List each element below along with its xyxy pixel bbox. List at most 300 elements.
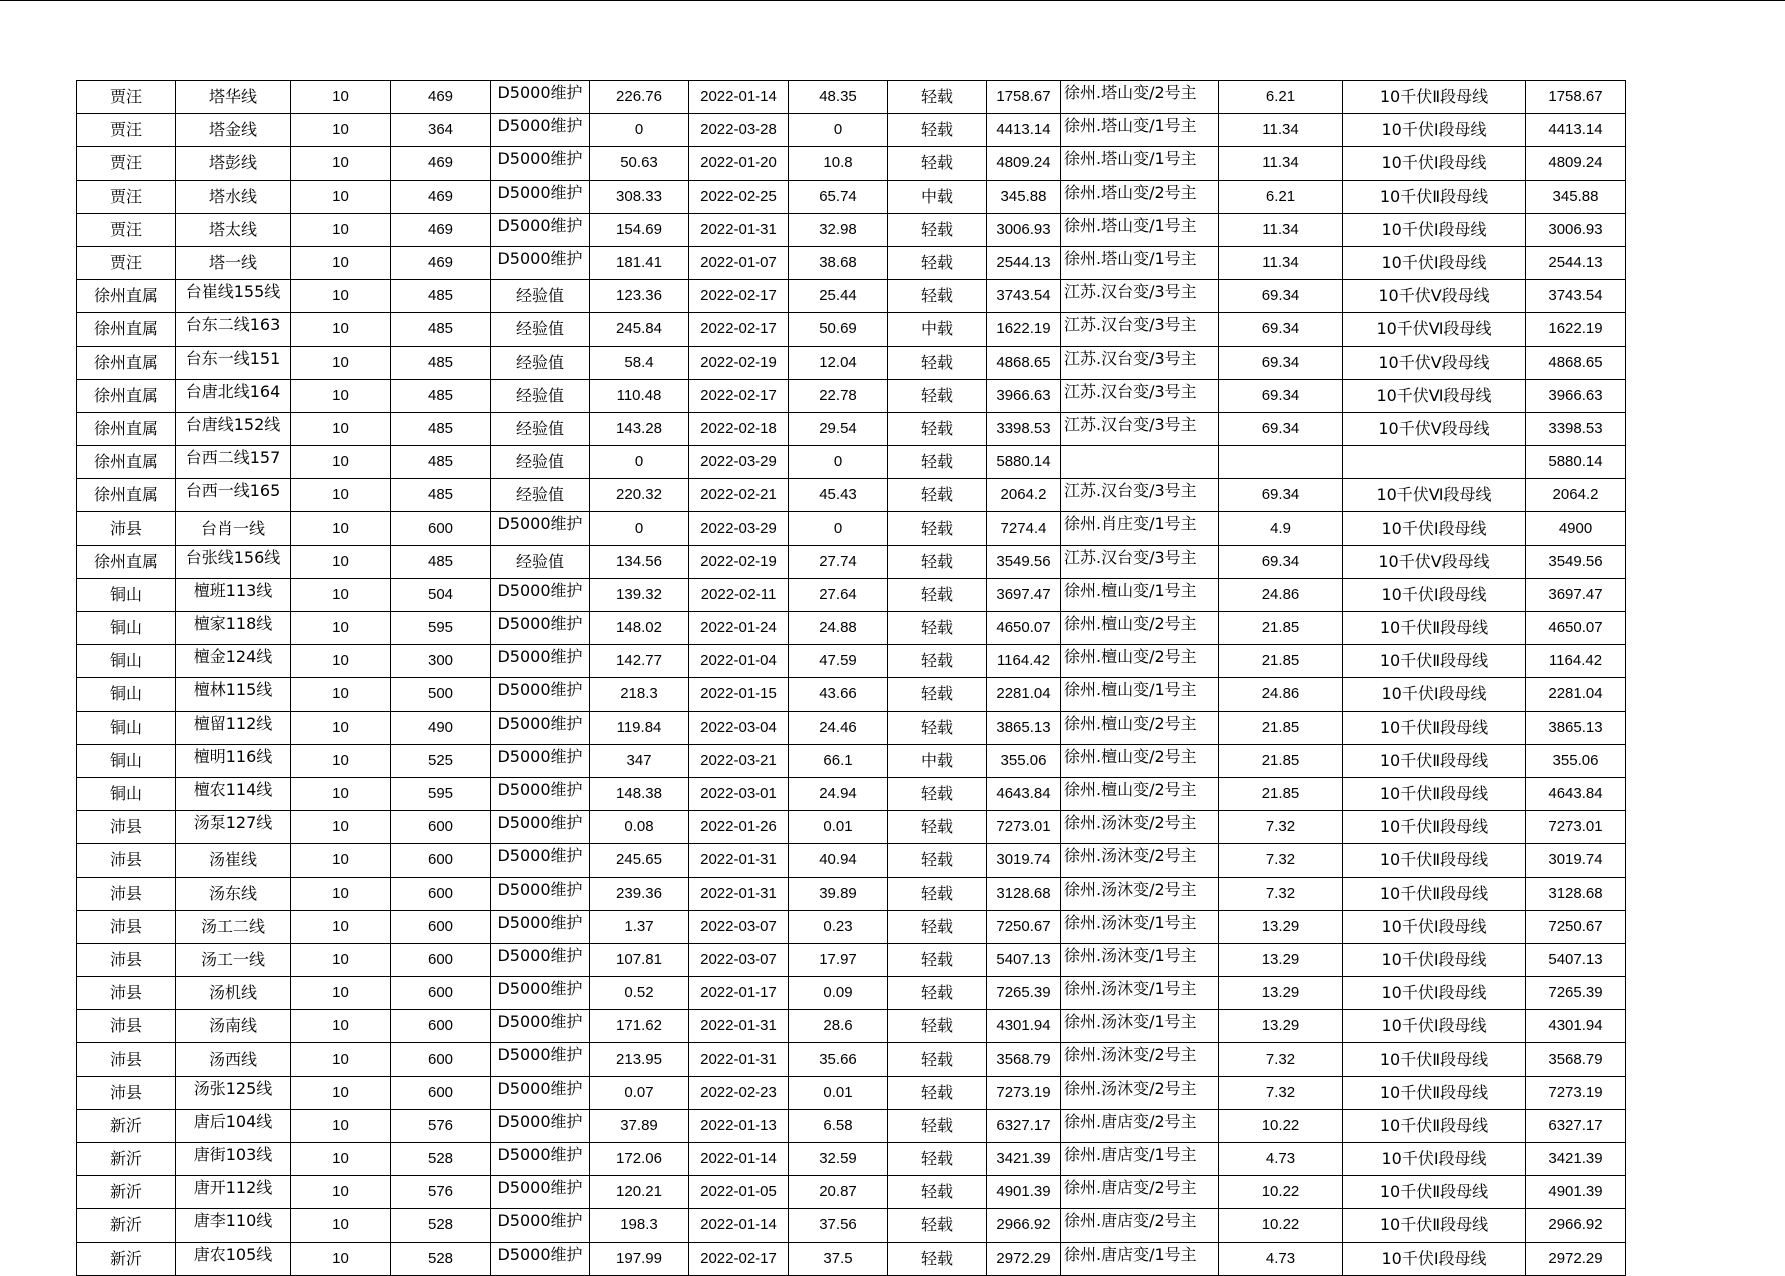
table-row [77,81,1626,114]
transformer-load-cell: 11.34 [1219,147,1343,180]
voltage-cell: 10 [291,1176,391,1209]
table-row [77,114,1626,147]
transformer-cell: 徐州.檀山变/2号主 [1061,711,1219,744]
load-status-cell: 轻载 [888,977,987,1010]
busbar-cell: 10千伏Ⅱ段母线 [1343,81,1526,114]
transformer-load-cell: 6.21 [1219,180,1343,213]
table-row [77,777,1626,810]
transformer-cell: 徐州.檀山变/2号主 [1061,744,1219,777]
margin-cell: 5407.13 [1526,943,1626,976]
date-cell: 2022-02-25 [689,180,789,213]
date-cell: 2022-03-28 [689,114,789,147]
date-cell: 2022-03-29 [689,512,789,545]
region-cell: 徐州直属 [77,412,176,445]
line-name-cell: 唐李110线 [176,1209,291,1242]
available-cell: 3006.93 [987,213,1061,246]
available-cell: 4650.07 [987,612,1061,645]
load-status-cell: 中载 [888,744,987,777]
available-cell: 5407.13 [987,943,1061,976]
transformer-cell: 徐州.唐店变/2号主 [1061,1109,1219,1142]
load-status-cell: 轻载 [888,811,987,844]
transformer-cell: 徐州.塔山变/1号主 [1061,213,1219,246]
load-rate-cell: 37.5 [789,1242,888,1275]
voltage-cell: 10 [291,1010,391,1043]
transformer-cell: 江苏.汉台变/3号主 [1061,545,1219,578]
margin-cell: 3697.47 [1526,578,1626,611]
margin-cell: 7273.01 [1526,811,1626,844]
available-cell: 7250.67 [987,910,1061,943]
line-name-cell: 檀林115线 [176,678,291,711]
transformer-load-cell: 69.34 [1219,280,1343,313]
available-cell: 7273.01 [987,811,1061,844]
line-name-cell: 台东二线163 [176,313,291,346]
load-status-cell: 轻载 [888,379,987,412]
capacity-cell: 600 [391,910,491,943]
voltage-cell: 10 [291,479,391,512]
transformer-load-cell: 11.34 [1219,114,1343,147]
capacity-cell: 600 [391,844,491,877]
busbar-cell: 10千伏Ⅵ段母线 [1343,313,1526,346]
busbar-cell: 10千伏Ⅱ段母线 [1343,1043,1526,1076]
available-cell: 4868.65 [987,346,1061,379]
date-cell: 2022-01-07 [689,246,789,279]
date-cell: 2022-01-15 [689,678,789,711]
current-cell: 0.08 [590,811,689,844]
load-rate-cell: 66.1 [789,744,888,777]
voltage-cell: 10 [291,744,391,777]
margin-cell: 7265.39 [1526,977,1626,1010]
source-cell: 经验值 [491,313,590,346]
transformer-load-cell: 6.21 [1219,81,1343,114]
source-cell: D5000维护 [491,1010,590,1043]
region-cell: 新沂 [77,1109,176,1142]
region-cell: 沛县 [77,512,176,545]
transformer-cell: 徐州.汤沐变/2号主 [1061,877,1219,910]
date-cell: 2022-02-21 [689,479,789,512]
transformer-cell: 徐州.塔山变/1号主 [1061,114,1219,147]
current-cell: 0.52 [590,977,689,1010]
capacity-cell: 595 [391,612,491,645]
source-cell: 经验值 [491,280,590,313]
table-row [77,379,1626,412]
load-rate-cell: 12.04 [789,346,888,379]
available-cell: 2281.04 [987,678,1061,711]
table-row [77,744,1626,777]
transformer-cell: 徐州.檀山变/2号主 [1061,612,1219,645]
source-cell: D5000维护 [491,645,590,678]
region-cell: 铜山 [77,744,176,777]
margin-cell: 3019.74 [1526,844,1626,877]
line-name-cell: 台肖一线 [176,512,291,545]
table-row [77,346,1626,379]
voltage-cell: 10 [291,1076,391,1109]
current-cell: 0 [590,446,689,479]
region-cell: 新沂 [77,1242,176,1275]
region-cell: 徐州直属 [77,280,176,313]
transformer-load-cell: 21.85 [1219,612,1343,645]
transformer-cell: 江苏.汉台变/3号主 [1061,280,1219,313]
load-status-cell: 轻载 [888,246,987,279]
table-row [77,313,1626,346]
transformer-load-cell: 69.34 [1219,545,1343,578]
current-cell: 198.3 [590,1209,689,1242]
available-cell: 4301.94 [987,1010,1061,1043]
load-rate-cell: 20.87 [789,1176,888,1209]
date-cell: 2022-01-13 [689,1109,789,1142]
date-cell: 2022-03-01 [689,777,789,810]
current-cell: 0 [590,114,689,147]
line-name-cell: 檀班113线 [176,578,291,611]
capacity-cell: 576 [391,1109,491,1142]
transformer-cell: 徐州.檀山变/1号主 [1061,578,1219,611]
capacity-cell: 485 [391,313,491,346]
region-cell: 徐州直属 [77,446,176,479]
region-cell: 贾汪 [77,180,176,213]
transformer-cell: 徐州.汤沐变/1号主 [1061,943,1219,976]
margin-cell: 4809.24 [1526,147,1626,180]
current-cell: 197.99 [590,1242,689,1275]
capacity-cell: 469 [391,147,491,180]
margin-cell: 2972.29 [1526,1242,1626,1275]
available-cell: 2972.29 [987,1242,1061,1275]
table-row [77,711,1626,744]
busbar-cell: 10千伏Ⅱ段母线 [1343,844,1526,877]
transformer-cell: 徐州.塔山变/2号主 [1061,81,1219,114]
margin-cell: 3549.56 [1526,545,1626,578]
transformer-load-cell: 4.73 [1219,1242,1343,1275]
date-cell: 2022-01-31 [689,1010,789,1043]
region-cell: 徐州直属 [77,346,176,379]
load-rate-cell: 0.01 [789,811,888,844]
busbar-cell: 10千伏Ⅰ段母线 [1343,977,1526,1010]
source-cell: 经验值 [491,379,590,412]
source-cell: D5000维护 [491,147,590,180]
margin-cell: 355.06 [1526,744,1626,777]
capacity-cell: 364 [391,114,491,147]
voltage-cell: 10 [291,711,391,744]
table-row [77,545,1626,578]
load-status-cell: 轻载 [888,1043,987,1076]
voltage-cell: 10 [291,678,391,711]
region-cell: 沛县 [77,1043,176,1076]
source-cell: D5000维护 [491,1076,590,1109]
margin-cell: 2966.92 [1526,1209,1626,1242]
load-rate-cell: 6.58 [789,1109,888,1142]
load-status-cell: 轻载 [888,446,987,479]
region-cell: 贾汪 [77,213,176,246]
transformer-cell: 江苏.汉台变/3号主 [1061,313,1219,346]
table-row [77,1010,1626,1043]
available-cell: 3128.68 [987,877,1061,910]
load-rate-cell: 27.64 [789,578,888,611]
capacity-cell: 469 [391,180,491,213]
source-cell: D5000维护 [491,678,590,711]
table-row [77,877,1626,910]
load-rate-cell: 24.88 [789,612,888,645]
load-status-cell: 轻载 [888,280,987,313]
region-cell: 沛县 [77,910,176,943]
busbar-cell: 10千伏Ⅱ段母线 [1343,777,1526,810]
source-cell: D5000维护 [491,1242,590,1275]
busbar-cell: 10千伏Ⅱ段母线 [1343,1209,1526,1242]
margin-cell: 3128.68 [1526,877,1626,910]
busbar-cell: 10千伏Ⅱ段母线 [1343,711,1526,744]
margin-cell: 1622.19 [1526,313,1626,346]
date-cell: 2022-03-04 [689,711,789,744]
region-cell: 沛县 [77,977,176,1010]
voltage-cell: 10 [291,877,391,910]
load-rate-cell: 50.69 [789,313,888,346]
line-name-cell: 汤机线 [176,977,291,1010]
table-row [77,1242,1626,1275]
line-name-cell: 檀留112线 [176,711,291,744]
source-cell: D5000维护 [491,512,590,545]
table-row [77,512,1626,545]
region-cell: 沛县 [77,1076,176,1109]
line-name-cell: 台崔线155线 [176,280,291,313]
load-rate-cell: 32.59 [789,1143,888,1176]
table-row [77,811,1626,844]
table-row [77,246,1626,279]
voltage-cell: 10 [291,612,391,645]
current-cell: 347 [590,744,689,777]
busbar-cell: 10千伏Ⅱ段母线 [1343,180,1526,213]
capacity-cell: 600 [391,811,491,844]
capacity-cell: 600 [391,1010,491,1043]
source-cell: 经验值 [491,346,590,379]
margin-cell: 3865.13 [1526,711,1626,744]
load-rate-cell: 28.6 [789,1010,888,1043]
margin-cell: 2544.13 [1526,246,1626,279]
source-cell: D5000维护 [491,777,590,810]
source-cell: 经验值 [491,412,590,445]
load-rate-cell: 0.09 [789,977,888,1010]
available-cell: 3697.47 [987,578,1061,611]
transformer-cell: 徐州.檀山变/2号主 [1061,777,1219,810]
table-row [77,213,1626,246]
capacity-cell: 485 [391,479,491,512]
date-cell: 2022-02-19 [689,545,789,578]
line-name-cell: 唐开112线 [176,1176,291,1209]
transformer-cell: 徐州.唐店变/2号主 [1061,1209,1219,1242]
source-cell: 经验值 [491,479,590,512]
transformer-cell: 江苏.汉台变/3号主 [1061,479,1219,512]
transformer-cell: 徐州.塔山变/1号主 [1061,147,1219,180]
margin-cell: 3743.54 [1526,280,1626,313]
transformer-cell: 徐州.汤沐变/1号主 [1061,977,1219,1010]
table-row [77,280,1626,313]
date-cell: 2022-01-04 [689,645,789,678]
capacity-cell: 485 [391,412,491,445]
load-status-cell: 轻载 [888,1242,987,1275]
date-cell: 2022-03-29 [689,446,789,479]
margin-cell: 3421.39 [1526,1143,1626,1176]
transformer-cell: 徐州.汤沐变/2号主 [1061,1076,1219,1109]
capacity-cell: 469 [391,81,491,114]
transformer-load-cell: 13.29 [1219,910,1343,943]
load-rate-cell: 25.44 [789,280,888,313]
region-cell: 沛县 [77,1010,176,1043]
load-status-cell: 轻载 [888,678,987,711]
current-cell: 154.69 [590,213,689,246]
line-name-cell: 台唐北线164 [176,379,291,412]
capacity-cell: 469 [391,246,491,279]
line-name-cell: 汤工二线 [176,910,291,943]
transformer-load-cell: 4.73 [1219,1143,1343,1176]
table-row [77,1209,1626,1242]
busbar-cell: 10千伏Ⅰ段母线 [1343,910,1526,943]
voltage-cell: 10 [291,1143,391,1176]
source-cell: D5000维护 [491,943,590,976]
capacity-cell: 469 [391,213,491,246]
date-cell: 2022-02-17 [689,280,789,313]
capacity-cell: 600 [391,1043,491,1076]
current-cell: 220.32 [590,479,689,512]
margin-cell: 3398.53 [1526,412,1626,445]
available-cell: 4809.24 [987,147,1061,180]
region-cell: 沛县 [77,943,176,976]
current-cell: 213.95 [590,1043,689,1076]
region-cell: 徐州直属 [77,313,176,346]
current-cell: 50.63 [590,147,689,180]
transformer-load-cell: 7.32 [1219,1076,1343,1109]
voltage-cell: 10 [291,545,391,578]
table-row [77,612,1626,645]
load-rate-cell: 24.46 [789,711,888,744]
current-cell: 37.89 [590,1109,689,1142]
current-cell: 139.32 [590,578,689,611]
transformer-cell: 徐州.汤沐变/2号主 [1061,811,1219,844]
available-cell: 2966.92 [987,1209,1061,1242]
source-cell: D5000维护 [491,811,590,844]
transformer-load-cell: 69.34 [1219,313,1343,346]
source-cell: D5000维护 [491,1109,590,1142]
region-cell: 贾汪 [77,81,176,114]
voltage-cell: 10 [291,943,391,976]
available-cell: 3398.53 [987,412,1061,445]
margin-cell: 4643.84 [1526,777,1626,810]
line-name-cell: 塔彭线 [176,147,291,180]
load-status-cell: 轻载 [888,844,987,877]
transformer-cell: 徐州.塔山变/2号主 [1061,180,1219,213]
margin-cell: 5880.14 [1526,446,1626,479]
transformer-cell: 徐州.唐店变/2号主 [1061,1176,1219,1209]
current-cell: 226.76 [590,81,689,114]
voltage-cell: 10 [291,81,391,114]
line-name-cell: 檀农114线 [176,777,291,810]
capacity-cell: 600 [391,977,491,1010]
date-cell: 2022-01-31 [689,213,789,246]
current-cell: 0 [590,512,689,545]
line-name-cell: 汤张125线 [176,1076,291,1109]
load-rate-cell: 32.98 [789,213,888,246]
table-row [77,977,1626,1010]
busbar-cell: 10千伏Ⅱ段母线 [1343,877,1526,910]
transformer-cell: 徐州.唐店变/1号主 [1061,1143,1219,1176]
load-status-cell: 轻载 [888,777,987,810]
load-status-cell: 轻载 [888,910,987,943]
current-cell: 245.84 [590,313,689,346]
load-rate-cell: 37.56 [789,1209,888,1242]
transformer-load-cell: 10.22 [1219,1209,1343,1242]
transformer-load-cell: 21.85 [1219,645,1343,678]
date-cell: 2022-01-14 [689,1209,789,1242]
line-name-cell: 塔太线 [176,213,291,246]
capacity-cell: 600 [391,943,491,976]
available-cell: 3743.54 [987,280,1061,313]
busbar-cell: 10千伏Ⅱ段母线 [1343,1076,1526,1109]
busbar-cell: 10千伏Ⅴ段母线 [1343,412,1526,445]
busbar-cell: 10千伏Ⅱ段母线 [1343,744,1526,777]
region-cell: 沛县 [77,877,176,910]
voltage-cell: 10 [291,512,391,545]
date-cell: 2022-03-21 [689,744,789,777]
available-cell: 2064.2 [987,479,1061,512]
load-status-cell: 轻载 [888,114,987,147]
margin-cell: 1164.42 [1526,645,1626,678]
table-row [77,578,1626,611]
load-rate-cell: 17.97 [789,943,888,976]
source-cell: D5000维护 [491,1143,590,1176]
busbar-cell: 10千伏Ⅱ段母线 [1343,1109,1526,1142]
source-cell: D5000维护 [491,910,590,943]
busbar-cell: 10千伏Ⅰ段母线 [1343,578,1526,611]
transformer-cell: 徐州.汤沐变/2号主 [1061,1043,1219,1076]
busbar-cell: 10千伏Ⅰ段母线 [1343,678,1526,711]
load-status-cell: 轻载 [888,1143,987,1176]
table-row [77,844,1626,877]
voltage-cell: 10 [291,1109,391,1142]
load-rate-cell: 0 [789,512,888,545]
capacity-cell: 600 [391,512,491,545]
transformer-load-cell: 7.32 [1219,1043,1343,1076]
transformer-load-cell: 10.22 [1219,1176,1343,1209]
load-status-cell: 轻载 [888,81,987,114]
load-rate-cell: 22.78 [789,379,888,412]
capacity-cell: 485 [391,545,491,578]
source-cell: D5000维护 [491,114,590,147]
load-status-cell: 轻载 [888,1076,987,1109]
busbar-cell: 10千伏Ⅰ段母线 [1343,213,1526,246]
voltage-cell: 10 [291,910,391,943]
table-row [77,479,1626,512]
source-cell: D5000维护 [491,612,590,645]
voltage-cell: 10 [291,777,391,810]
margin-cell: 6327.17 [1526,1109,1626,1142]
voltage-cell: 10 [291,578,391,611]
capacity-cell: 485 [391,446,491,479]
margin-cell: 4301.94 [1526,1010,1626,1043]
voltage-cell: 10 [291,379,391,412]
voltage-cell: 10 [291,446,391,479]
busbar-cell: 10千伏Ⅰ段母线 [1343,1143,1526,1176]
source-cell: D5000维护 [491,213,590,246]
line-name-cell: 檀家118线 [176,612,291,645]
capacity-cell: 500 [391,678,491,711]
transformer-load-cell: 13.29 [1219,977,1343,1010]
load-status-cell: 轻载 [888,346,987,379]
voltage-cell: 10 [291,313,391,346]
margin-cell: 7273.19 [1526,1076,1626,1109]
transformer-load-cell: 21.85 [1219,777,1343,810]
transformer-load-cell: 7.32 [1219,877,1343,910]
transformer-cell [1061,446,1219,479]
margin-cell: 7250.67 [1526,910,1626,943]
load-rate-cell: 0.01 [789,1076,888,1109]
region-cell: 铜山 [77,678,176,711]
busbar-cell: 10千伏Ⅰ段母线 [1343,1010,1526,1043]
transformer-load-cell: 69.34 [1219,479,1343,512]
